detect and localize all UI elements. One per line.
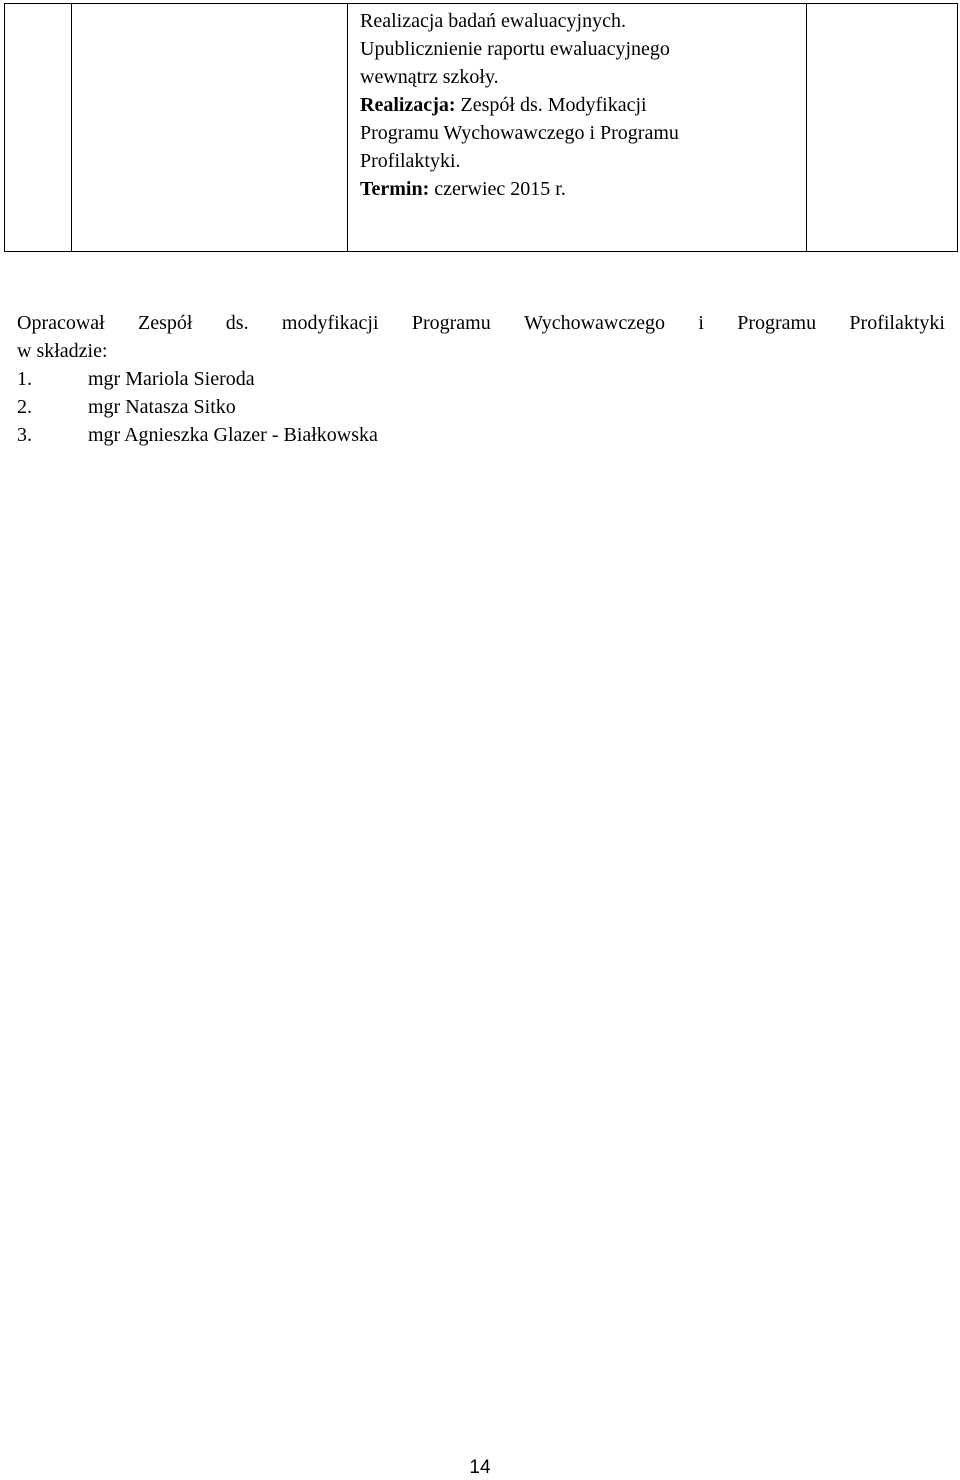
termin-label: Termin: [360, 178, 430, 200]
member-name: mgr Agnieszka Glazer - Białkowska [88, 424, 378, 446]
prepared-by-word: Wychowawczego [524, 312, 666, 334]
table-cell-empty [5, 4, 72, 252]
activity-line: wewnątrz szkoły. [360, 66, 499, 88]
activity-line: Realizacja badań ewaluacyjnych. [360, 10, 626, 32]
list-item [17, 393, 945, 421]
list-item [17, 365, 945, 393]
page-number: 14 [469, 1457, 491, 1478]
prepared-by-word: Programu [411, 312, 491, 334]
composition-label: w składzie: [17, 340, 108, 362]
activity-line: Upublicznienie raportu ewaluacyjnego [360, 38, 670, 60]
table-cell-empty [72, 4, 348, 252]
termin-line [360, 175, 806, 203]
table-cell-empty [807, 4, 958, 252]
realizacja-value: Zespół ds. Modyfikacji [455, 94, 647, 116]
list-item [17, 421, 945, 449]
realizacja-continuation: Programu Wychowawczego i Programu [360, 122, 679, 144]
member-name: mgr Mariola Sieroda [88, 368, 255, 390]
realizacja-continuation: Profilaktyki. [360, 150, 461, 172]
prepared-by-word: ds. [225, 312, 249, 334]
table-cell-activity [348, 4, 807, 252]
prepared-by-word: modyfikacji [281, 312, 379, 334]
prepared-by-word: Zespół [138, 312, 193, 334]
member-number: 3. [17, 424, 32, 446]
prepared-by-word: Programu [737, 312, 817, 334]
member-number: 2. [17, 396, 32, 418]
prepared-by-word: i [698, 312, 704, 334]
activity-table-fragment [4, 3, 958, 252]
prepared-by-word: Profilaktyki [849, 312, 945, 334]
realizacja-label: Realizacja: [360, 94, 456, 116]
prepared-by-section [17, 309, 945, 449]
realizacja-line [360, 91, 806, 119]
member-number: 1. [17, 368, 32, 390]
member-name: mgr Natasza Sitko [88, 396, 236, 418]
prepared-by-word: Opracował [17, 312, 105, 334]
table-row [5, 4, 958, 252]
prepared-by-line [17, 309, 945, 337]
member-list [17, 365, 945, 449]
termin-value: czerwiec 2015 r. [429, 178, 566, 200]
